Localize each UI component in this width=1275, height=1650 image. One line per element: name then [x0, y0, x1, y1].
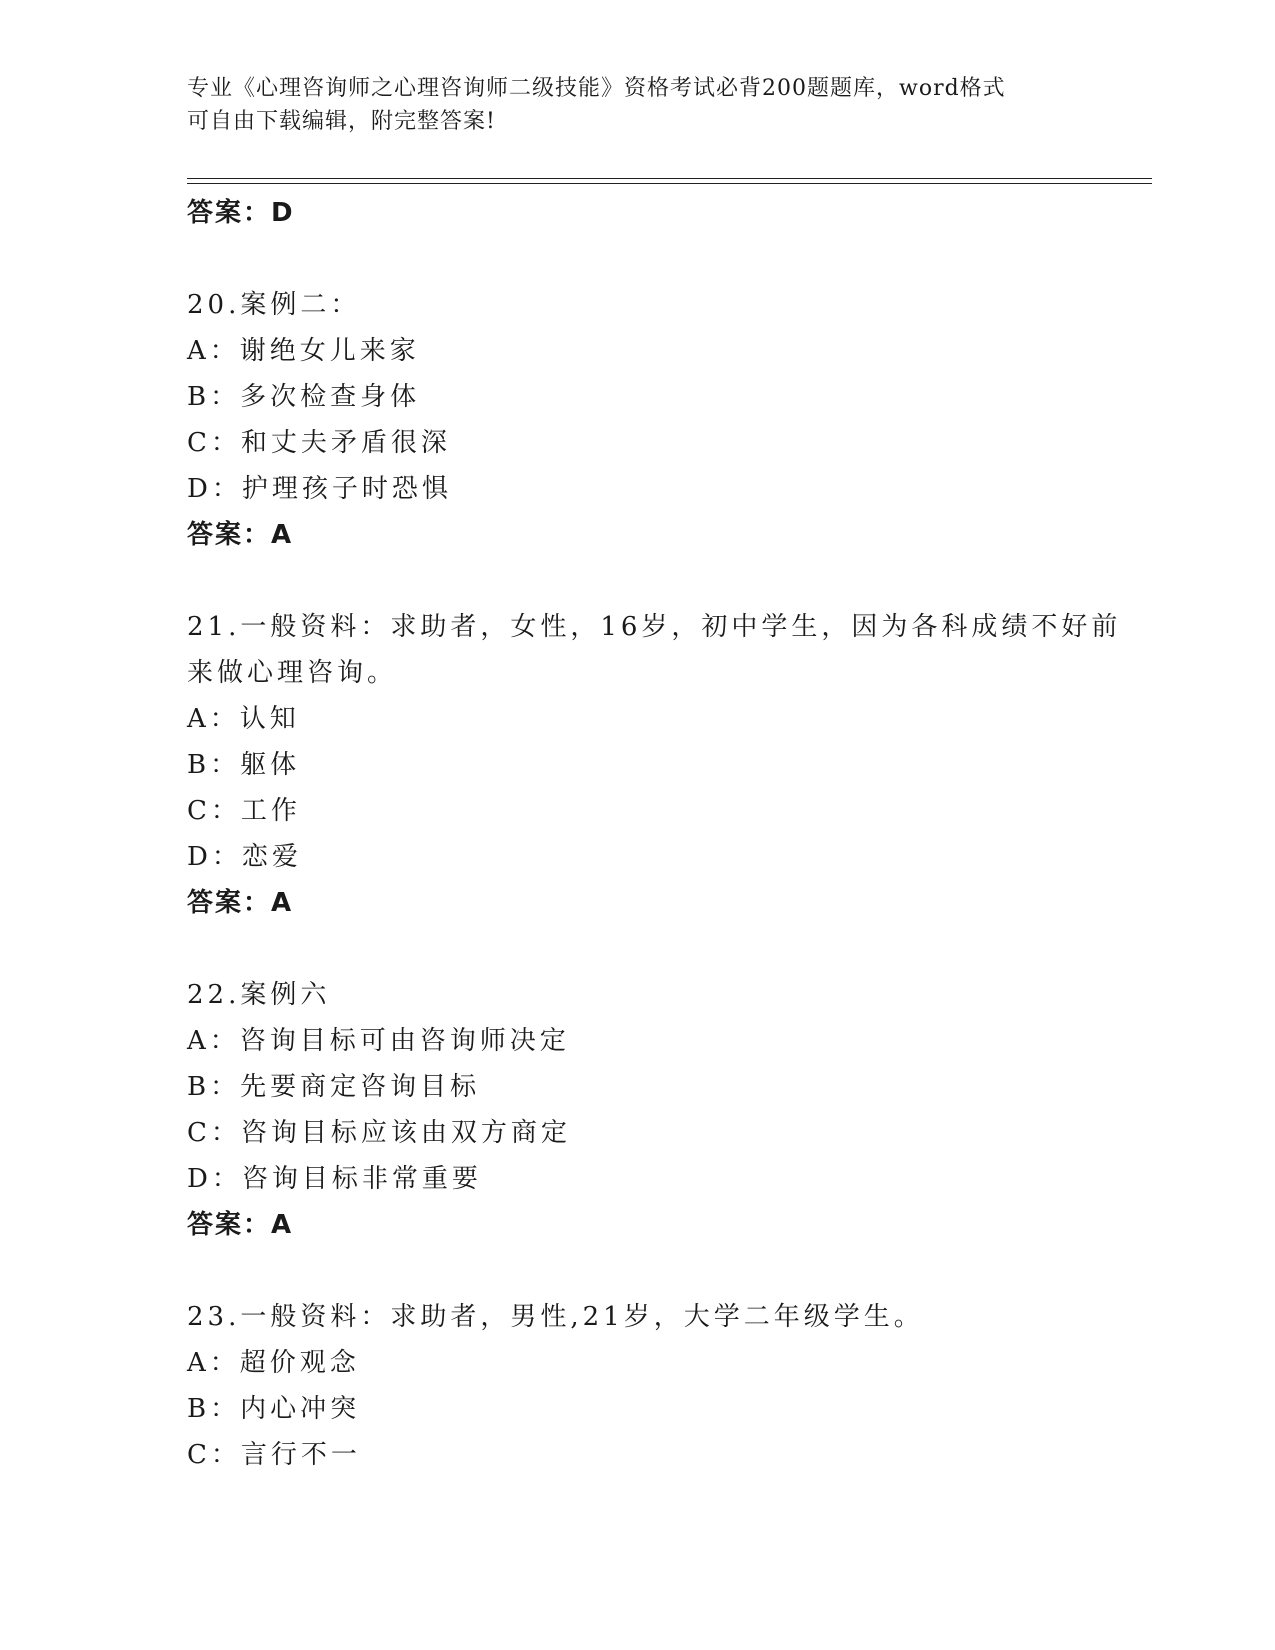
question-20-option-d: D：护理孩子时恐惧: [187, 474, 452, 504]
question-21-stem-cont: 来做心理咨询。: [187, 658, 398, 688]
question-23-option-a: A：超价观念: [187, 1348, 360, 1378]
question-22-option-c: C：咨询目标应该由双方商定: [187, 1118, 571, 1148]
question-23-option-c: C：言行不一: [187, 1440, 361, 1470]
header-line-1: 专业《心理咨询师之心理咨询师二级技能》资格考试必背200题题库，word格式: [187, 76, 1006, 101]
question-20-stem: 20.案例二：: [187, 290, 361, 320]
previous-answer: 答案：D: [187, 198, 295, 228]
question-22-option-b: B：先要商定咨询目标: [187, 1072, 481, 1102]
question-21-option-a: A：认知: [187, 704, 300, 734]
question-21-stem: 21.一般资料：求助者，女性，16岁，初中学生，因为各科成绩不好前: [187, 612, 1122, 642]
question-20-option-a: A：谢绝女儿来家: [187, 336, 420, 366]
document-header: [187, 72, 1067, 138]
header-rule-bottom: [187, 183, 1152, 184]
question-23-stem: 23.一般资料：求助者，男性,21岁，大学二年级学生。: [187, 1302, 924, 1332]
question-22-stem: 22.案例六: [187, 980, 331, 1010]
question-22-answer: 答案：A: [187, 1210, 294, 1240]
question-21-option-d: D：恋爱: [187, 842, 302, 872]
header-line-2: 可自由下载编辑，附完整答案!: [187, 109, 496, 134]
question-21-option-c: C：工作: [187, 796, 301, 826]
question-20-option-c: C：和丈夫矛盾很深: [187, 428, 451, 458]
question-20-option-b: B：多次检查身体: [187, 382, 421, 412]
question-22-option-a: A：咨询目标可由咨询师决定: [187, 1026, 570, 1056]
question-21-option-b: B：躯体: [187, 750, 301, 780]
question-20-answer: 答案：A: [187, 520, 294, 550]
header-rule-top: [187, 178, 1152, 179]
question-21-answer: 答案：A: [187, 888, 294, 918]
question-23-option-b: B：内心冲突: [187, 1394, 361, 1424]
question-22-option-d: D：咨询目标非常重要: [187, 1164, 482, 1194]
